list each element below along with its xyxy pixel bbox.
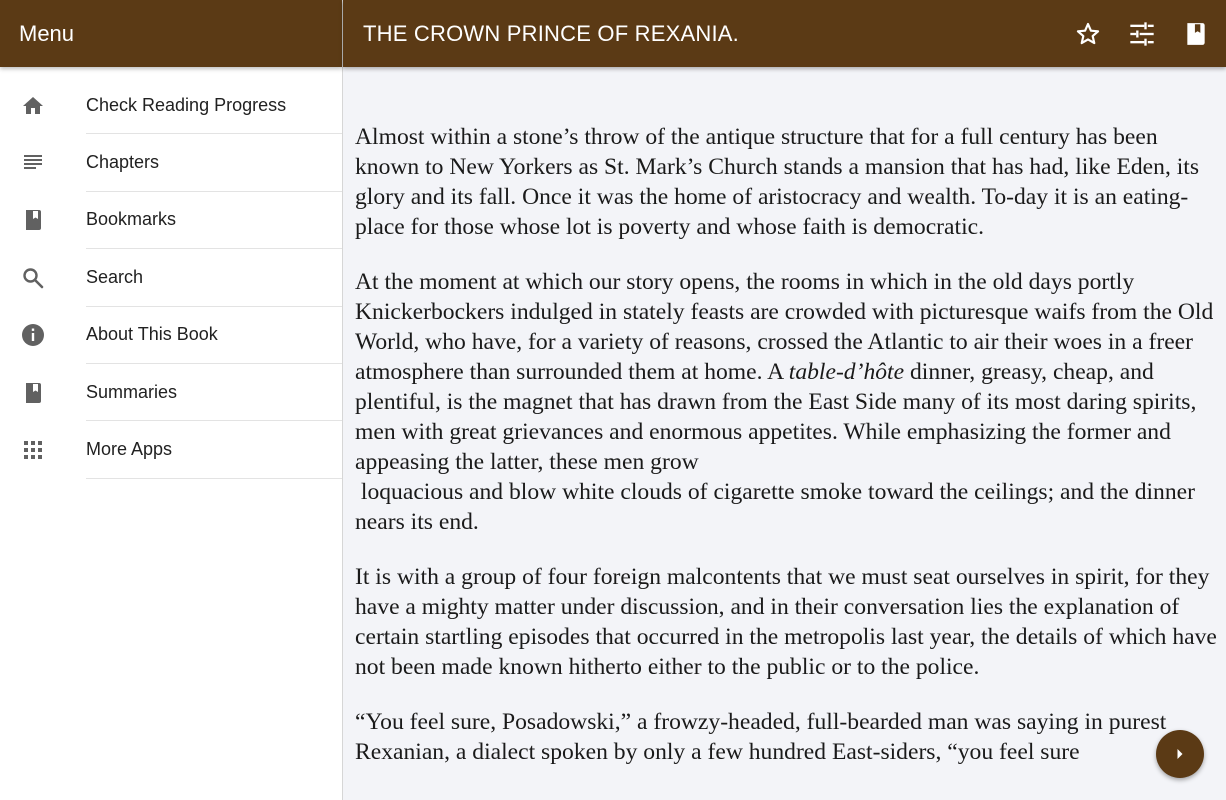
menu-item-check-reading-progress[interactable] — [0, 77, 342, 134]
book-icon — [1183, 21, 1209, 47]
menu-item-search[interactable] — [0, 249, 342, 306]
menu-item-label: More Apps — [86, 421, 342, 478]
menu-item-label: Chapters — [86, 134, 342, 191]
paragraph-text: dinner, greasy, cheap, and plentiful, is the magnet that has drawn from the East Side many of its most daring spirits, men with great grievances and enormous appetites. While emphasizing the former and appeasing the latter, these men grow — [355, 359, 1197, 475]
list-icon — [21, 151, 45, 175]
info-icon — [21, 323, 45, 347]
drawer-title: Menu — [19, 20, 75, 46]
reader-pane — [343, 0, 1226, 800]
drawer-header — [0, 0, 342, 67]
search-icon — [21, 266, 45, 290]
menu-item-label: About This Book — [86, 307, 342, 364]
navigation-drawer — [0, 0, 343, 800]
drawer-menu — [0, 77, 342, 479]
book-title: THE CROWN PRINCE OF REXANIA. — [363, 20, 739, 46]
menu-item-about-this-book[interactable] — [0, 307, 342, 364]
grid-icon — [21, 438, 45, 462]
star-icon — [1075, 21, 1101, 47]
menu-item-bookmarks[interactable] — [0, 192, 342, 249]
menu-item-label: Search — [86, 249, 342, 306]
app-bar — [343, 0, 1226, 67]
paragraph-text: At the moment at which our story opens, the rooms in which in the old days portly Knickerbockers indulged in stately feasts are crowded with picturesque waifs from the Old World, who have, for a variety of reasons, crossed the Atlantic to air their woes in a freer atmosphere than surrounded them at home. A — [355, 269, 1214, 385]
menu-item-label: Check Reading Progress — [86, 77, 342, 134]
bookmark-star-button[interactable] — [1074, 20, 1102, 48]
menu-item-more-apps[interactable] — [0, 421, 342, 478]
paragraph — [355, 267, 1217, 537]
paragraph: “You feel sure, Posadowski,” a frowzy-headed, full-bearded man was saying in purest Rexanian, a dialect spoken by only a few hundred East-siders, “you feel sure — [355, 709, 1167, 765]
menu-item-label: Summaries — [86, 364, 342, 421]
book-text — [355, 122, 1217, 792]
next-page-button[interactable] — [1156, 730, 1204, 778]
paragraph-text: loquacious and blow white clouds of cigarette smoke toward the ceilings; and the dinner nears its end. — [355, 479, 1195, 535]
bookmarks-button[interactable] — [1182, 20, 1210, 48]
book-icon — [21, 208, 45, 232]
paragraph: Almost within a stone’s throw of the antique structure that for a full century has been known to New Yorkers as St. Mark’s Church stands a mansion that has had, like Eden, its glory and its fall. Once it was the home of aristocracy and wealth. To-day it is an eating-place for those whose lot is poverty and whose faith is democratic. — [355, 124, 1200, 240]
home-icon — [21, 94, 45, 118]
paragraph: It is with a group of four foreign malcontents that we must seat ourselves in spirit, for they have a mighty matter under discussion, and in their conversation lies the explanation of certain startling episodes that occurred in the metropolis last year, the details of which have not been made known hitherto either to the public or to the police. — [355, 564, 1217, 680]
reading-settings-button[interactable] — [1128, 20, 1156, 48]
sliders-icon — [1128, 20, 1156, 48]
book-icon — [21, 381, 45, 405]
menu-item-label: Bookmarks — [86, 192, 342, 249]
menu-item-chapters[interactable] — [0, 134, 342, 191]
menu-item-summaries[interactable] — [0, 364, 342, 421]
next-page-icon — [1170, 744, 1190, 764]
app-bar-actions — [1074, 0, 1210, 67]
italic-text: table-d’hôte — [788, 359, 905, 385]
